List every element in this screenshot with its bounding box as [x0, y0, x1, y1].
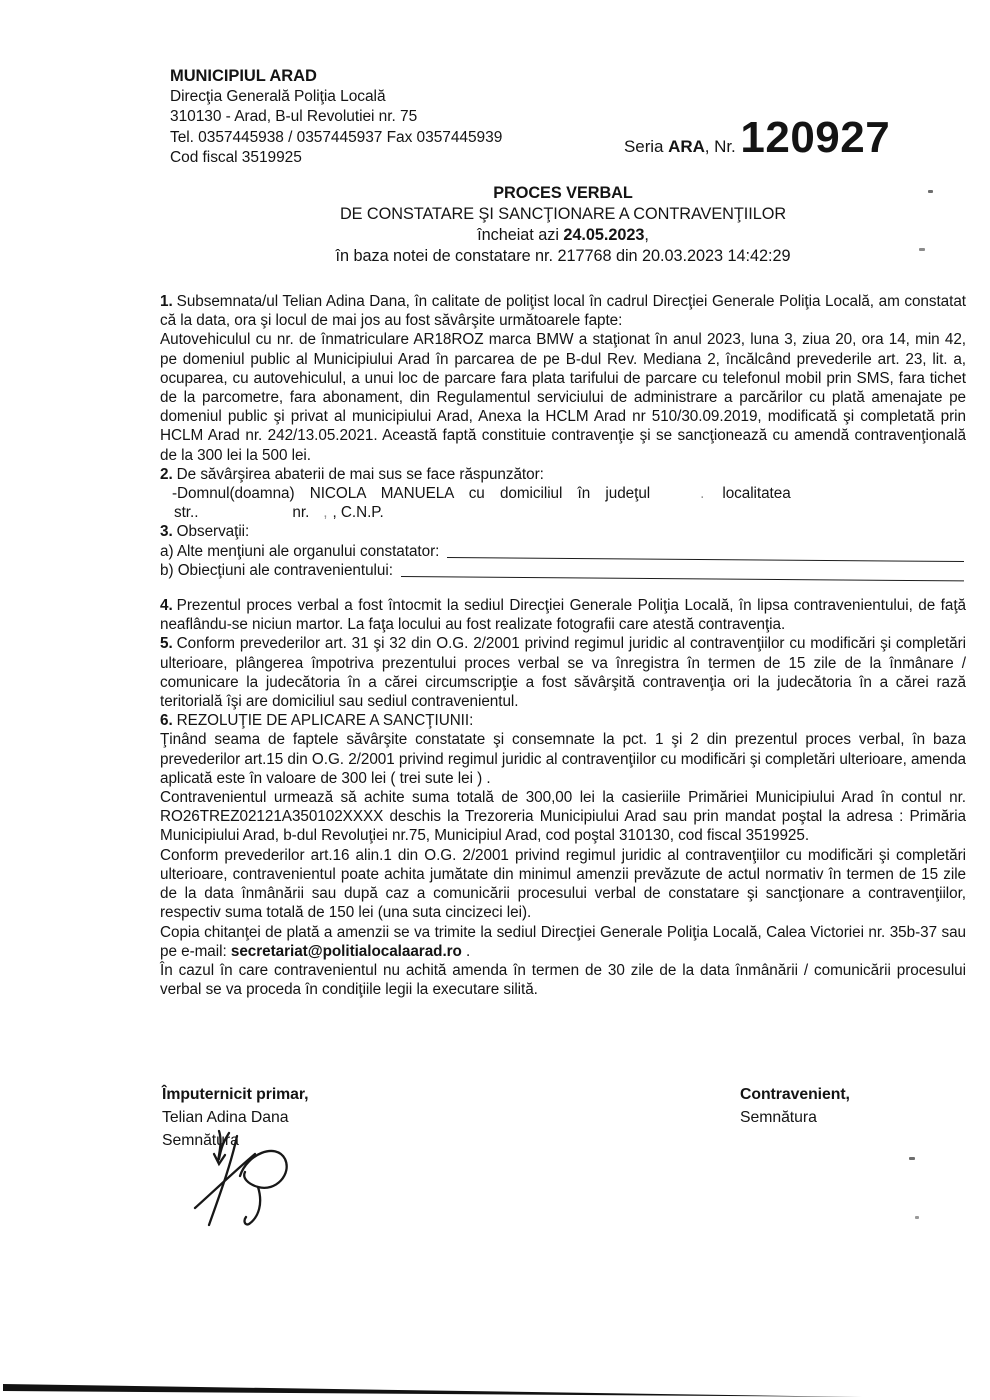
- section-2-number: 2.: [160, 465, 173, 483]
- observations-b-label: b) Obiecţiuni ale contravenientului:: [160, 561, 393, 579]
- section-5-paragraph: [160, 634, 966, 711]
- scan-speck: [909, 1157, 915, 1160]
- title-date-suffix: ,: [644, 226, 649, 244]
- offender-identity-line: [160, 484, 966, 503]
- street-label: str..: [174, 504, 199, 522]
- sanction-paragraph-3: Conform prevederilor art.16 alin.1 din O.G. 2/2001 privind regimul juridic al contravenţiilor cu modificări şi completări ulterioare, contravenientul poate achita jumătate din minimul amenzii prevăzute de actul normativ în termen de 15 zile de la data înmânării sau după caz a comunicării procesului verbal de constatare şi sancţionare a contravenţiilor, respectiv suma totală de 150 lei (una suta cincizeci lei).: [160, 846, 966, 922]
- enforcement-paragraph: În cazul în care contravenientul nu achită amenda în termen de 30 zile de la data înmânării / comunicării procesului verbal se va proceda în condiţiile legii la executare silită.: [160, 961, 966, 999]
- payment-copy-suffix: .: [461, 942, 471, 960]
- institution-name: MUNICIPIUL ARAD: [170, 67, 317, 85]
- locality-label: localitatea: [722, 485, 791, 503]
- section-2-text: De săvârşirea abaterii de mai sus se face răspunzător:: [176, 465, 544, 483]
- section-4-number: 4.: [160, 597, 173, 615]
- section-3-text: Observaţii:: [176, 523, 250, 541]
- payment-copy-text: Copia chitanţei de plată a amenzii se va trimite la sediul Direcţiei Generale Poliţia Locală, Calea Victoriei nr. 35b-37 sau pe e-mail:: [160, 923, 966, 960]
- section-1-number: 1.: [160, 293, 173, 310]
- series-number-block: [624, 113, 891, 162]
- sanction-paragraph-1: Ţinând seama de faptele săvârşite constatate şi consemnate la pct. 1 şi 2 din prezentul proces verbal, în baza prevederilor art.15 din O.G. 2/2001 privind regimul juridic al contravenţiilor cu modificări şi completări ulterioare, amenda aplicată este în valoare de 300 lei ( trei sute lei ) .: [160, 731, 966, 787]
- section-1-facts: Autovehiculul cu nr. de înmatriculare AR18ROZ marca BMW a staţionat în anul 2023, luna 3, ziua 20, ora 14, min 42, pe domeniul public al Municipiului Arad în parcarea de pe B-dul Rev. Mediana 2, încălcând prevederile art. 23, lit. a, ocuparea, cu autovehiculul, a unui loc de parcare fara plata tarifului de parcare cu telefonul mobil prin SMS, fara tichet de la parcometre, fara abonament, din Regulamentul serviciului de administrare a parcărilor cu plată amenajate pe domeniul public şi privat al municipiului Arad, Anexa la HCLM Arad nr 510/30.09.2019, modificată şi completată prin HCLM Arad nr. 242/13.05.2021. Această faptă constituie contravenţie şi se sancţionează cu amendă contravenţională de la 300 lei la 500 lei.: [160, 331, 966, 464]
- blank-line-a: [447, 543, 964, 562]
- document-number: 120927: [740, 113, 891, 162]
- officer-name: Telian Adina Dana: [162, 1109, 289, 1126]
- section-1-text: Subsemnata/ul Telian Adina Dana, în calitate de poliţist local în cadrul Direcţiei Generale Poliţia Locală, am constatat că la data, ora şi locul de mai jos au fost săvârşite următoarele fapte:: [160, 293, 966, 330]
- number-label: , Nr.: [704, 137, 741, 156]
- institution-department: Direcţia Generală Poliţia Locală: [170, 87, 386, 105]
- title-date-prefix: încheiat azi: [477, 226, 564, 244]
- title-line-1: PROCES VERBAL: [493, 184, 633, 202]
- section-2-intro: [160, 465, 966, 484]
- offender-name-text: -Domnul(doamna) NICOLA MANUELA cu domiciliul în judeţul: [172, 485, 651, 503]
- street-number-label: nr.: [292, 504, 310, 522]
- series-code: ARA: [668, 137, 705, 156]
- section-6-text: REZOLUŢIE DE APLICARE A SANCŢIUNII:: [176, 712, 474, 730]
- title-line-4: în baza notei de constatare nr. 217768 din 20.03.2023 14:42:29: [335, 247, 791, 265]
- section-4-paragraph: [160, 596, 966, 634]
- scan-speck: [919, 248, 925, 251]
- section-6-heading: [160, 711, 966, 730]
- offender-signature-label: Semnătura: [740, 1109, 817, 1126]
- series-label: Seria: [624, 137, 669, 156]
- title-line-3: [160, 225, 966, 246]
- payment-copy-paragraph: [160, 923, 966, 961]
- blank-number-mark: ,: [323, 504, 328, 522]
- section-3-intro: [160, 522, 966, 541]
- observations-a-label: a) Alte menţiuni ale organului constatator:: [160, 542, 440, 560]
- title-date: 24.05.2023: [563, 226, 645, 244]
- section-1-intro: [160, 292, 966, 330]
- handwritten-signature: [192, 1128, 307, 1230]
- institution-address: 310130 - Arad, B-ul Revolutiei nr. 75: [170, 108, 418, 125]
- document-body: [160, 292, 966, 999]
- scan-speck: [915, 1216, 919, 1219]
- blank-line-b: [401, 562, 964, 581]
- blank-county-mark: .: [700, 485, 705, 503]
- scan-artifact-line: [0, 1378, 990, 1400]
- offender-role-title: Contravenient,: [740, 1086, 850, 1103]
- section-5-text: Conform prevederilor art. 31 şi 32 din O.G. 2/2001 privind regimul juridic al contravenţiilor cu modificări şi completări ulterioare, plângerea împotriva prezentului proces verbal se va înregistra în termen de 15 zile de la înmânare / comunicare la judecătoria în a cărei circumscripţie a fost săvârşită contravenţia ori la judecătoria în a cărei rază teritorială îşi are domiciliul sau sediul contravenientul.: [160, 635, 966, 711]
- officer-signature-label: Semnătura: [162, 1132, 239, 1149]
- sanction-paragraph-2: Contravenientul urmează să achite suma totală de 300,00 lei la casieriile Primăriei Municipiului Arad în contul nr. RO26TREZ02121A350102XXXX deschis la Trezoreria Municipiului Arad sau prin mandat poştal la adresa : Primăria Municipiului Arad, b-dul Revoluţiei nr.75, Municipiul Arad, cod poştal 310130, cod fiscal 3519925.: [160, 789, 966, 845]
- observations-row-b: [160, 561, 966, 580]
- section-6-number: 6.: [160, 712, 173, 730]
- title-line-2: DE CONSTATARE ŞI SANCŢIONARE A CONTRAVENŢIILOR: [339, 205, 787, 223]
- section-3-number: 3.: [160, 523, 173, 541]
- cnp-label: , C.N.P.: [332, 504, 384, 522]
- institution-phone-fax: Tel. 0357445938 / 0357445937 Fax 0357445939: [170, 128, 503, 146]
- observations-row-a: [160, 542, 966, 561]
- offender-signature-block: [740, 1083, 850, 1129]
- institution-header: [170, 66, 502, 169]
- document-title-block: [160, 183, 966, 267]
- section-5-number: 5.: [160, 635, 173, 653]
- scan-speck: [928, 190, 933, 193]
- section-4-text: Prezentul proces verbal a fost întocmit la sediul Direcţiei Generale Poliţia Locală, în lipsa contravenientului, de faţă neaflându-se niciun martor. La faţa locului au fost realizate fotografii care atestă contravenţia.: [160, 597, 966, 634]
- institution-fiscal-code: Cod fiscal 3519925: [170, 149, 302, 166]
- contact-email: secretariat@politialocalaarad.ro: [230, 942, 462, 960]
- officer-role-title: Împuternicit primar,: [162, 1086, 309, 1103]
- offender-address-line: [160, 503, 966, 522]
